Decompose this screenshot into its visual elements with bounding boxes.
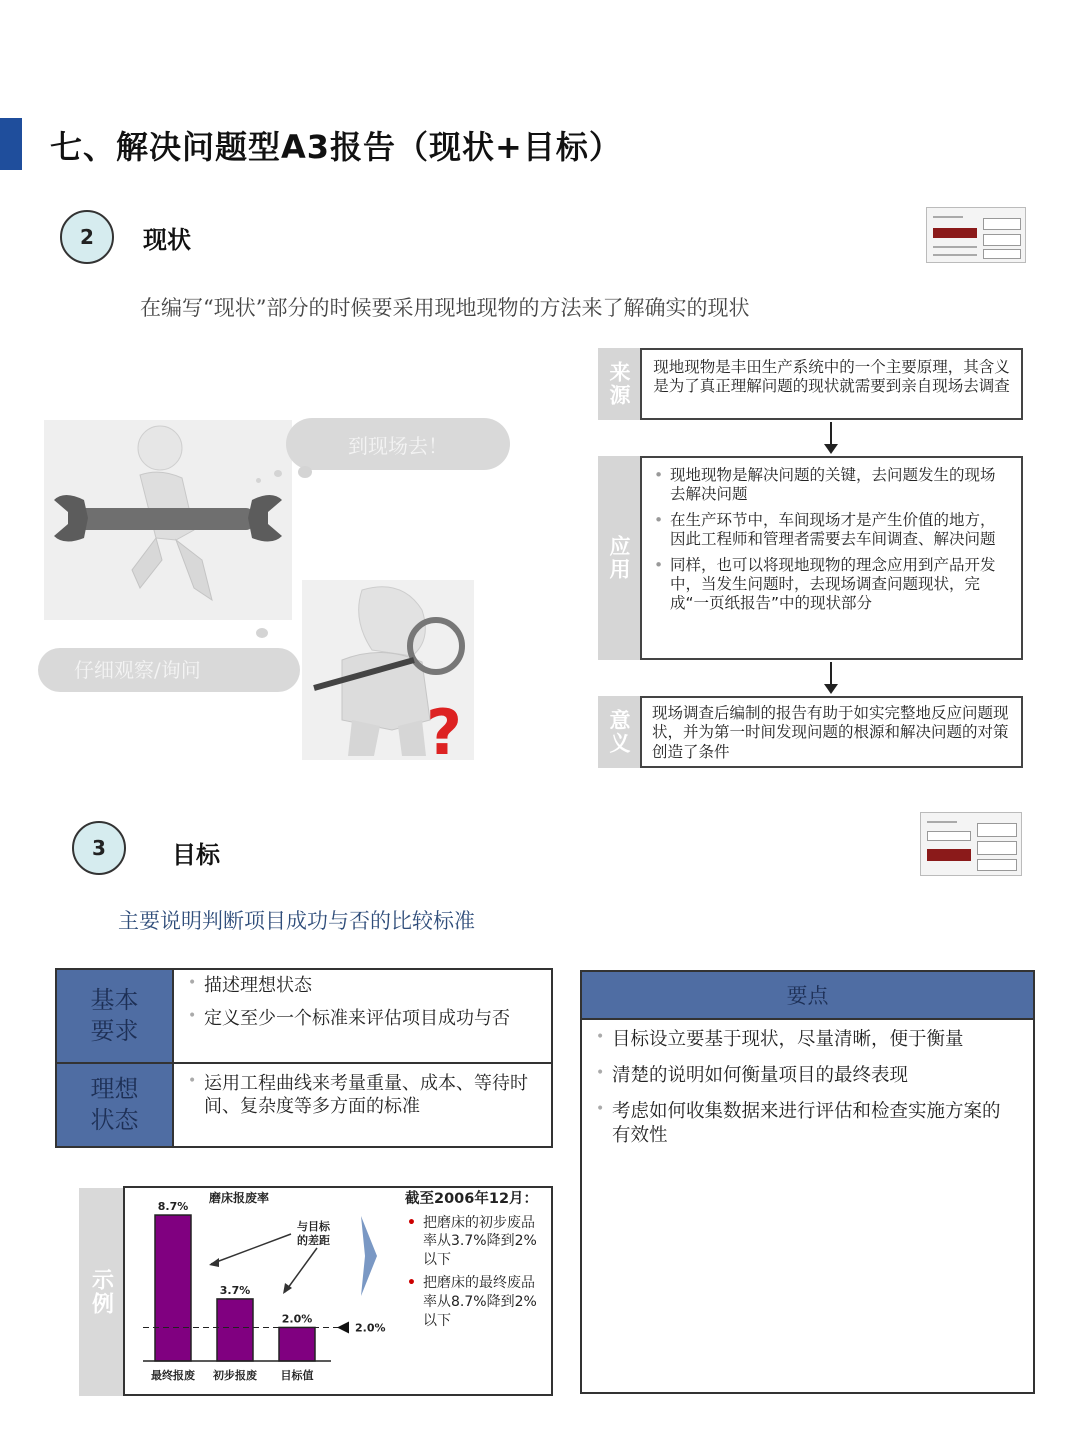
section-subtitle-goal: 主要说明判断项目成功与否的比较标准 [118,909,475,933]
requirements-label-basic: 基本要求 [57,970,174,1062]
chart-value-label: 3.7% [219,1283,251,1297]
chart-value-label: 2.0% [281,1312,313,1326]
section-subtitle-current: 在编写“现状”部分的时候要采用现地现物的方法来了解确实的现状 [140,296,750,320]
example-note-head: 截至2006年12月： [405,1191,539,1207]
requirements-row [57,1062,551,1146]
chart-bar [279,1327,315,1361]
section-title-goal: 目标 [172,841,220,869]
chart-category-label: 目标值 [280,1369,314,1382]
a3-report-thumbnail-icon [920,812,1022,876]
flow-box-source: 现地现物是丰田生产系统中的一个主要原理，其含义是为了真正理解问题的现状就需要到亲自现场去调查 [640,348,1023,420]
key-point-bullet: • 目标设立要基于现状，尽量清晰，便于衡量 [596,1028,1015,1052]
flow-label-source: 来源 [598,348,640,420]
thought-bubble-dot [256,628,268,638]
chart-bar [217,1299,253,1361]
thought-bubble-dot [274,470,282,477]
thought-bubble-dot [298,466,312,478]
chart-category-label: 初步报废 [213,1369,257,1382]
requirements-content-ideal [174,1064,551,1146]
application-bullet: • 现地现物是解决问题的关键，去问题发生的现场去解决问题 [654,466,1009,505]
chart-annotation: 的差距 [297,1234,330,1247]
application-bullet: • 同样，也可以将现地现物的理念应用到产品开发中，当发生问题时，去现场调查问题现状，完成“一页纸报告”中的现状部分 [654,556,1009,614]
example-note-bullet: • 把磨床的最终废品率从8.7%降到2%以下 [405,1274,545,1331]
chart-value-label: 8.7% [157,1200,189,1214]
example-note [405,1190,545,1335]
section-title-current: 现状 [143,226,191,254]
key-points-header: 要点 [582,972,1033,1020]
chart-annotation-arrow [285,1248,317,1292]
page-title: 七、解决问题型A3报告（现状+目标） [50,128,622,166]
chart-bar [155,1215,191,1361]
thought-cloud-go-to-site: 到现场去！ [286,418,510,470]
requirement-bullet: • 定义至少一个标准来评估项目成功与否 [188,1007,543,1030]
example-note-bullet: • 把磨床的初步废品率从3.7%降到2%以下 [405,1214,545,1271]
chart-annotation-arrow [211,1234,291,1264]
flow-box-significance: 现场调查后编制的报告有助于如实完整地反应问题现状，并为第一时间发现问题的根源和解决问题的对策创造了条件 [640,696,1023,768]
wrench-figure-illustration [44,420,292,620]
flow-arrow-down [830,422,832,452]
requirement-bullet: • 运用工程曲线来考量重量、成本、等待时间、复杂度等多方面的标准 [188,1072,543,1119]
key-points-panel [580,970,1035,1394]
magnifier-figure-illustration [302,580,474,760]
chart-category-label: 最终报废 [151,1369,195,1382]
key-point-bullet: • 考虑如何收集数据来进行评估和检查实施方案的有效性 [596,1100,1015,1148]
requirements-table [55,968,553,1148]
requirement-bullet: • 描述理想状态 [188,974,543,997]
flow-label-application: 应用 [598,456,640,660]
chart-chevron-arrow [361,1216,377,1296]
thought-cloud-observe-ask: 仔细观察/询问 [38,648,300,692]
flow-label-significance: 意义 [598,696,640,768]
chart-title: 磨床报废率 [209,1191,270,1205]
requirements-label-ideal: 理想状态 [57,1064,174,1146]
requirements-row [57,970,551,1062]
requirements-content-basic [174,970,551,1062]
section-number-current: 2 [60,210,114,264]
thought-bubble-dot [256,478,261,483]
key-point-bullet: • 清楚的说明如何衡量项目的最终表现 [596,1064,1015,1088]
flow-box-application [640,456,1023,660]
application-bullet: • 在生产环节中，车间现场才是产生价值的地方，因此工程师和管理者需要去车间调查、解决问题 [654,511,1009,550]
flow-arrow-down [830,662,832,692]
section-number-goal: 3 [72,821,126,875]
example-side-label: 示例 [79,1188,123,1396]
chart-annotation: 与目标 [297,1220,330,1233]
chart-reference-marker [337,1321,349,1333]
a3-report-thumbnail-icon [926,207,1026,263]
svg-text:?: ? [426,696,462,760]
chart-reference-label: 2.0% [355,1321,386,1335]
title-accent-bar [0,118,22,170]
chart-annotation-arrowhead [209,1258,219,1267]
